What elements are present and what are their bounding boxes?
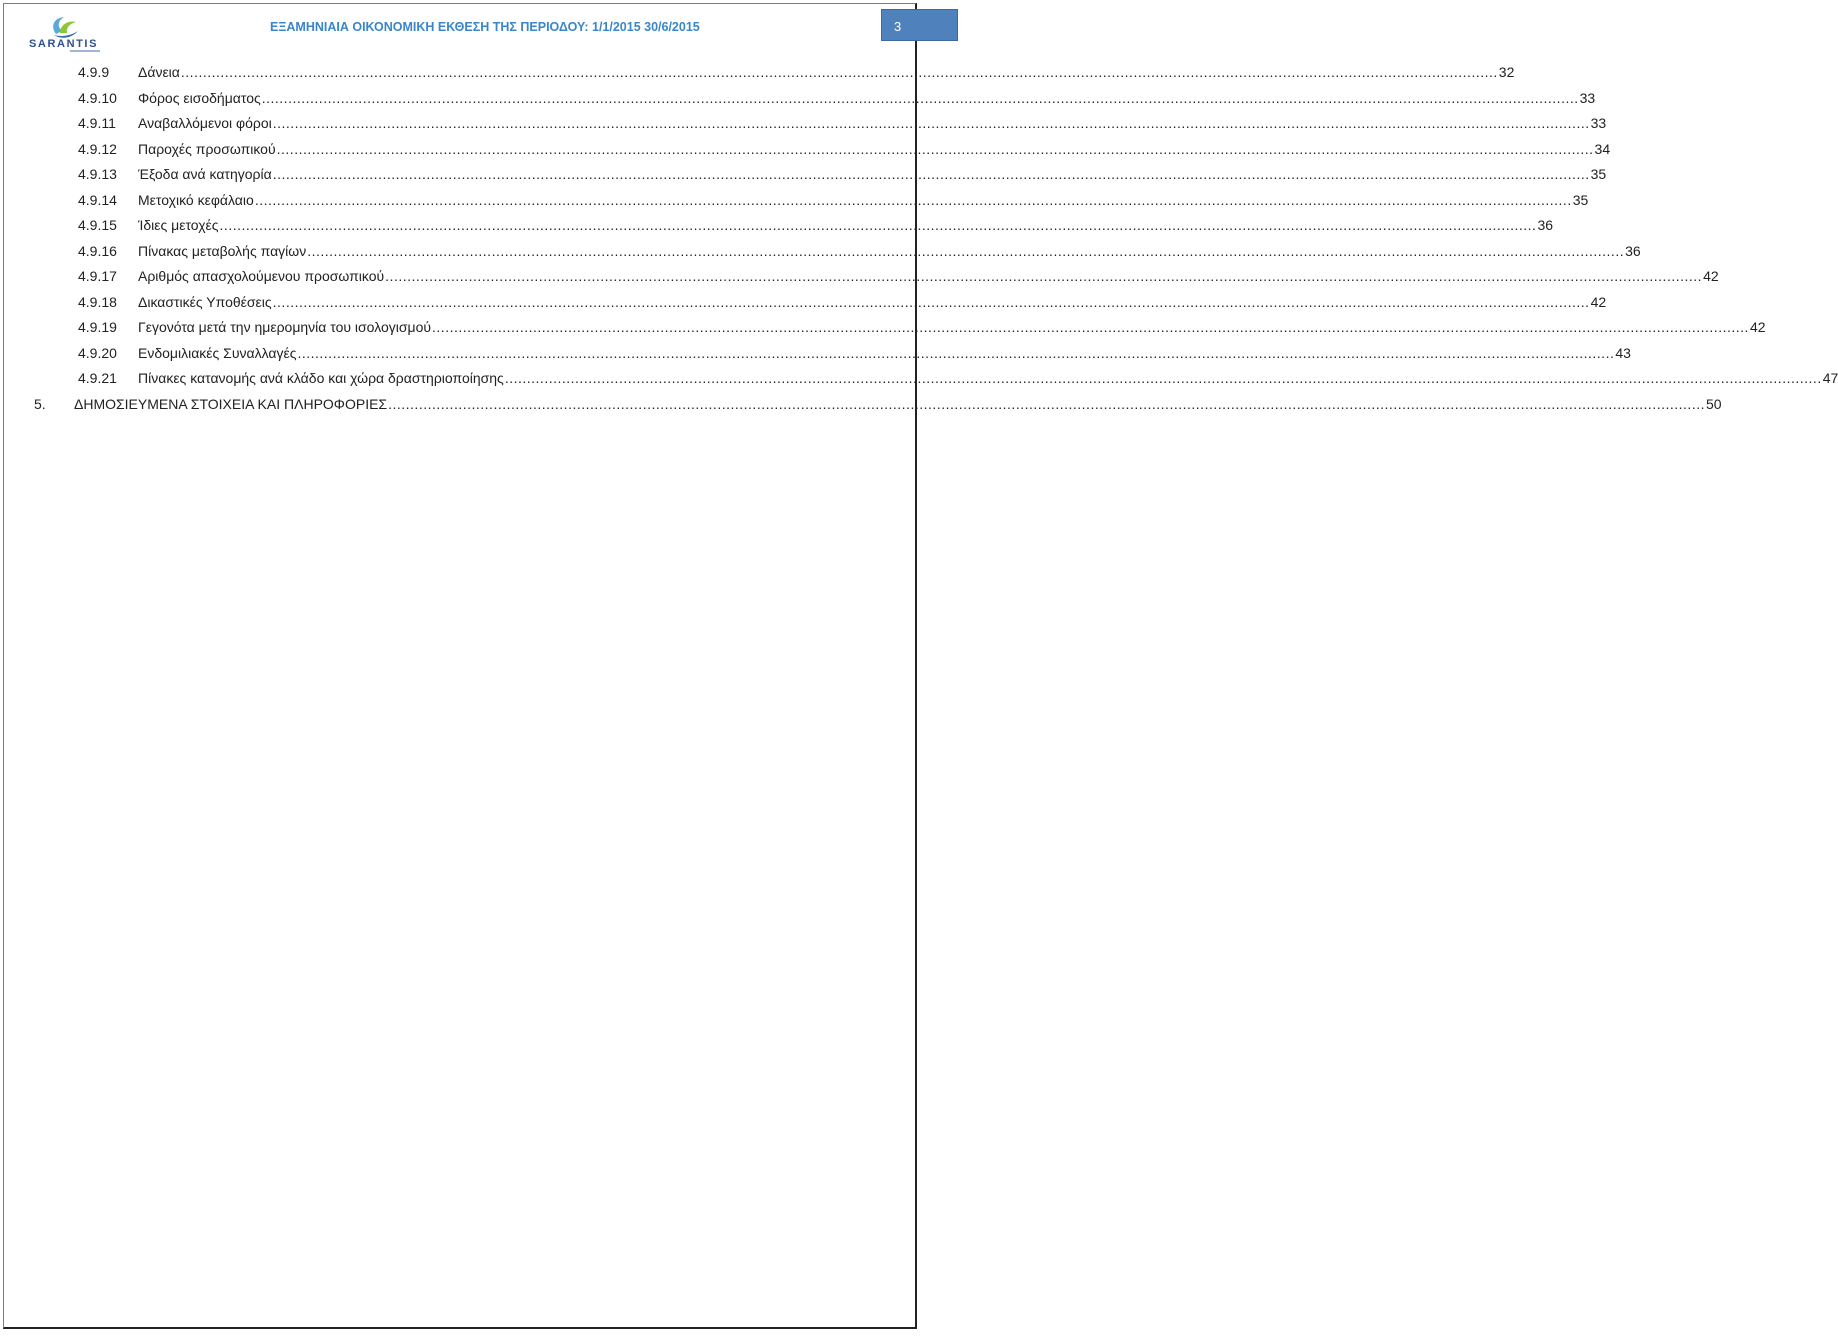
- toc-entry[interactable]: [78, 166, 1607, 188]
- toc-entry-number: 4.9.12: [78, 141, 117, 157]
- toc-entry-page: 36: [1537, 217, 1554, 233]
- sarantis-logo: [26, 14, 104, 56]
- toc-entry-page: 47: [1822, 370, 1838, 386]
- svg-text:SARANTIS: SARANTIS: [29, 38, 99, 50]
- toc-entry-page: 42: [1703, 268, 1719, 284]
- toc-entry-number: 4.9.10: [78, 90, 117, 106]
- toc-entry-title: ΔΗΜΟΣΙΕΥΜΕΝΑ ΣΤΟΙΧΕΙΑ ΚΑΙ ΠΛΗΡΟΦΟΡΙΕΣ: [74, 396, 388, 412]
- toc-entry-page: 35: [1590, 166, 1607, 182]
- toc-entry[interactable]: [78, 90, 1596, 112]
- toc-entry-title: Ενδομιλιακές Συναλλαγές: [138, 345, 297, 361]
- toc-entry[interactable]: [34, 396, 1722, 418]
- toc-entry-page: 33: [1590, 115, 1607, 131]
- toc-entry-title: Γεγονότα μετά την ημερομηνία του ισολογισμού: [138, 319, 432, 335]
- toc-dot-leader: ............................................................................................................................................................................................................................................................................................................: [297, 345, 1615, 361]
- toc-entry[interactable]: [78, 243, 1641, 265]
- toc-dot-leader: ............................................................................................................................................................................................................................................................................................................: [272, 166, 1590, 182]
- toc-dot-leader: ............................................................................................................................................................................................................................................................................................................: [385, 268, 1703, 284]
- toc-entry-page: 42: [1590, 294, 1607, 310]
- toc-entry-title: Έξοδα ανά κατηγορία: [138, 166, 272, 182]
- toc-entry-page: 42: [1749, 319, 1766, 335]
- toc-entry-number: 4.9.16: [78, 243, 117, 259]
- toc-entry-number: 4.9.9: [78, 64, 110, 80]
- toc-entry-number: 4.9.17: [78, 268, 117, 284]
- toc-entry[interactable]: [78, 370, 1838, 392]
- toc-entry-title: Αριθμός απασχολούμενου προσωπικού: [138, 268, 385, 284]
- toc-dot-leader: ............................................................................................................................................................................................................................................................................................................: [388, 396, 1705, 412]
- page-number: 3: [894, 19, 902, 34]
- toc-entry-page: 35: [1572, 192, 1589, 208]
- toc-entry-title: Παροχές προσωπικού: [138, 141, 276, 157]
- toc-entry-page: 36: [1625, 243, 1641, 259]
- toc-entry-title: Δικαστικές Υποθέσεις: [138, 294, 272, 310]
- toc-entry[interactable]: [78, 294, 1607, 316]
- toc-entry-title: Μετοχικό κεφάλαιο: [138, 192, 254, 208]
- toc-dot-leader: ............................................................................................................................................................................................................................................................................................................: [261, 90, 1579, 106]
- toc-entry[interactable]: [78, 141, 1611, 163]
- toc-dot-leader: ............................................................................................................................................................................................................................................................................................................: [272, 294, 1590, 310]
- toc-entry-title: Πίνακες κατανομής ανά κλάδο και χώρα δραστηριοποίησης: [138, 370, 504, 386]
- toc-entry-page: 43: [1615, 345, 1631, 361]
- toc-dot-leader: ............................................................................................................................................................................................................................................................................................................: [219, 217, 1537, 233]
- toc-entry-number: 4.9.13: [78, 166, 117, 182]
- toc-dot-leader: ............................................................................................................................................................................................................................................................................................................: [276, 141, 1594, 157]
- toc-entry-title: Ίδιες μετοχές: [138, 217, 219, 233]
- toc-entry[interactable]: [78, 319, 1766, 341]
- header-title: ΕΞΑΜΗΝΙΑΙΑ ΟΙΚΟΝΟΜΙΚΗ ΕΚΘΕΣΗ ΤΗΣ ΠΕΡΙΟΔΟΥ: 1/1/2015 30/6/2015: [270, 20, 700, 34]
- toc-dot-leader: ............................................................................................................................................................................................................................................................................................................: [307, 243, 1625, 259]
- toc-entry-number: 5.: [34, 396, 46, 412]
- toc-entry[interactable]: [78, 268, 1719, 290]
- toc-entry[interactable]: [78, 115, 1607, 137]
- toc-entry[interactable]: [78, 192, 1589, 214]
- toc-entry-page: 32: [1498, 64, 1515, 80]
- toc-entry-page: 34: [1594, 141, 1611, 157]
- toc-entry[interactable]: [78, 217, 1554, 239]
- toc-entry-title: Δάνεια: [138, 64, 180, 80]
- toc-entry-page: 33: [1579, 90, 1596, 106]
- toc-entry-page: 50: [1706, 396, 1722, 412]
- toc-entry-number: 4.9.20: [78, 345, 117, 361]
- toc-entry-title: Πίνακας μεταβολής παγίων: [138, 243, 307, 259]
- page-number-badge: [881, 9, 958, 41]
- toc-entry-number: 4.9.18: [78, 294, 117, 310]
- toc-dot-leader: ............................................................................................................................................................................................................................................................................................................: [180, 64, 1498, 80]
- toc-dot-leader: ............................................................................................................................................................................................................................................................................................................: [254, 192, 1572, 208]
- toc-entry-number: 4.9.21: [78, 370, 117, 386]
- toc-entry-number: 4.9.19: [78, 319, 117, 335]
- toc-dot-leader: ............................................................................................................................................................................................................................................................................................................: [432, 319, 1749, 335]
- toc-dot-leader: ............................................................................................................................................................................................................................................................................................................: [504, 370, 1822, 386]
- toc-entry-title: Φόρος εισοδήματος: [138, 90, 261, 106]
- toc-entry-number: 4.9.15: [78, 217, 117, 233]
- toc-entry-number: 4.9.11: [78, 115, 116, 131]
- toc-entry-number: 4.9.14: [78, 192, 117, 208]
- toc-entry-title: Αναβαλλόμενοι φόροι: [138, 115, 272, 131]
- toc-dot-leader: ............................................................................................................................................................................................................................................................................................................: [272, 115, 1590, 131]
- toc-entry[interactable]: [78, 64, 1515, 86]
- toc-entry[interactable]: [78, 345, 1631, 367]
